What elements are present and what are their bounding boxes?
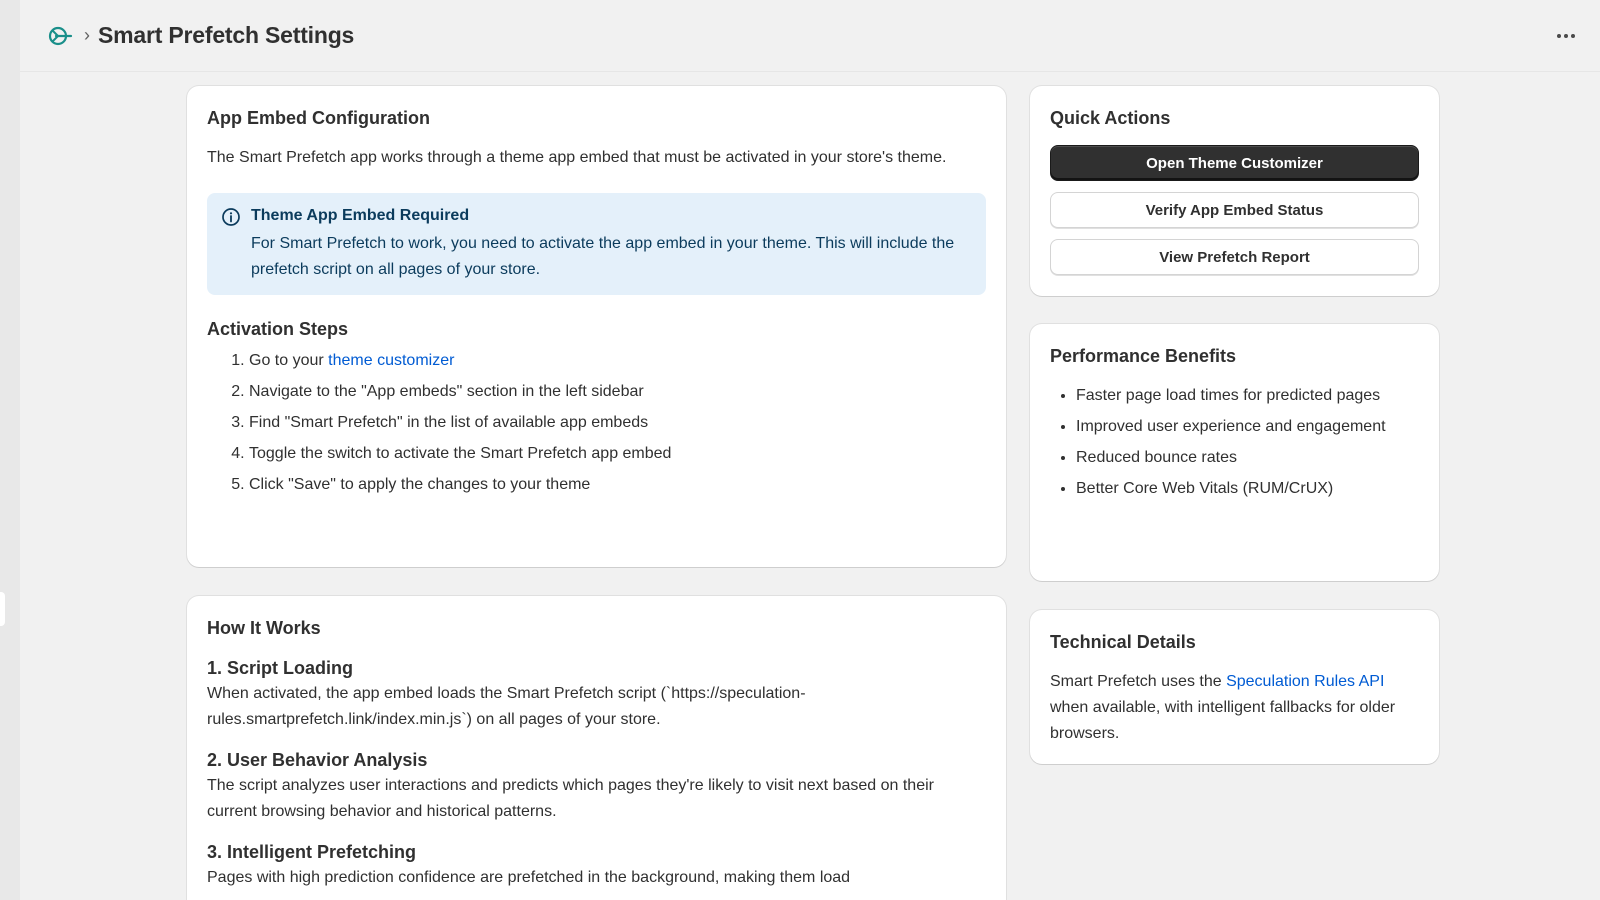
info-icon bbox=[221, 207, 241, 227]
more-horizontal-icon bbox=[1557, 34, 1561, 38]
rail-handle[interactable] bbox=[0, 592, 5, 626]
step-text: Go to your bbox=[249, 352, 329, 369]
how-section-heading: 3. Intelligent Prefetching bbox=[207, 842, 417, 862]
theme-customizer-link[interactable]: theme customizer bbox=[328, 352, 455, 369]
technical-text-suffix: when available, with intelligent fallbacks for older browsers. bbox=[1050, 699, 1396, 742]
technical-details-card bbox=[1030, 610, 1439, 764]
prefetch-logo-icon[interactable] bbox=[46, 22, 74, 50]
banner-text: For Smart Prefetch to work, you need to activate the app embed in your theme. This will include the prefetch script on all pages of your store. bbox=[251, 235, 955, 278]
speculation-rules-api-link[interactable]: Speculation Rules API bbox=[1226, 673, 1385, 690]
how-section-text: The script analyzes user interactions and predicts which pages they're likely to visit next based on their current browsing behavior and historical patterns. bbox=[207, 777, 934, 820]
how-section-heading: 2. User Behavior Analysis bbox=[207, 750, 428, 770]
performance-title: Performance Benefits bbox=[1050, 346, 1237, 366]
how-section-text: When activated, the app embed loads the Smart Prefetch script (`https://speculation-rules.smartprefetch.link/index.min.js`) on all pages of your store. bbox=[207, 685, 806, 728]
activation-steps-list bbox=[207, 348, 986, 498]
step-item bbox=[249, 348, 986, 374]
activation-steps-title: Activation Steps bbox=[207, 319, 349, 339]
step-item: 5. Click "Save" to apply the changes to your theme bbox=[249, 472, 986, 498]
how-it-works-title: How It Works bbox=[207, 618, 321, 638]
left-rail bbox=[0, 0, 20, 900]
verify-embed-status-button[interactable]: Verify App Embed Status bbox=[1050, 192, 1419, 228]
open-theme-customizer-button[interactable]: Open Theme Customizer bbox=[1050, 145, 1419, 181]
embed-required-banner bbox=[207, 193, 986, 295]
technical-text bbox=[1050, 669, 1419, 747]
technical-title: Technical Details bbox=[1050, 632, 1196, 652]
performance-benefits-card bbox=[1030, 324, 1439, 581]
how-it-works-card bbox=[187, 596, 1006, 900]
how-section-text: Pages with high prediction confidence are prefetched in the background, making them load bbox=[207, 869, 851, 886]
how-section-heading: 1. Script Loading bbox=[207, 658, 354, 678]
step-item: 2. Navigate to the "App embeds" section in the left sidebar bbox=[249, 379, 986, 405]
list-item: • Faster page load times for predicted pages bbox=[1076, 383, 1419, 409]
quick-actions-title: Quick Actions bbox=[1050, 108, 1171, 128]
top-bar bbox=[20, 0, 1600, 72]
step-item: 4. Toggle the switch to activate the Smart Prefetch app embed bbox=[249, 441, 986, 467]
technical-text-prefix: Smart Prefetch uses the bbox=[1050, 673, 1227, 690]
breadcrumb-chevron-icon: › bbox=[84, 25, 90, 45]
list-item: • Reduced bounce rates bbox=[1076, 445, 1419, 471]
app-embed-card bbox=[187, 86, 1006, 567]
step-item: 3. Find "Smart Prefetch" in the list of available app embeds bbox=[249, 410, 986, 436]
benefits-list bbox=[1050, 383, 1419, 502]
quick-actions-card bbox=[1030, 86, 1439, 296]
banner-title: Theme App Embed Required bbox=[251, 207, 470, 224]
more-actions-button[interactable] bbox=[1550, 24, 1582, 48]
app-embed-title: App Embed Configuration bbox=[207, 108, 430, 128]
page-title: Smart Prefetch Settings bbox=[98, 22, 355, 48]
list-item: • Better Core Web Vitals (RUM/CrUX) bbox=[1076, 476, 1419, 502]
app-embed-intro: The Smart Prefetch app works through a theme app embed that must be activated in your store's theme. bbox=[207, 149, 947, 166]
list-item: • Improved user experience and engagement bbox=[1076, 414, 1419, 440]
view-prefetch-report-button[interactable]: View Prefetch Report bbox=[1050, 239, 1419, 275]
